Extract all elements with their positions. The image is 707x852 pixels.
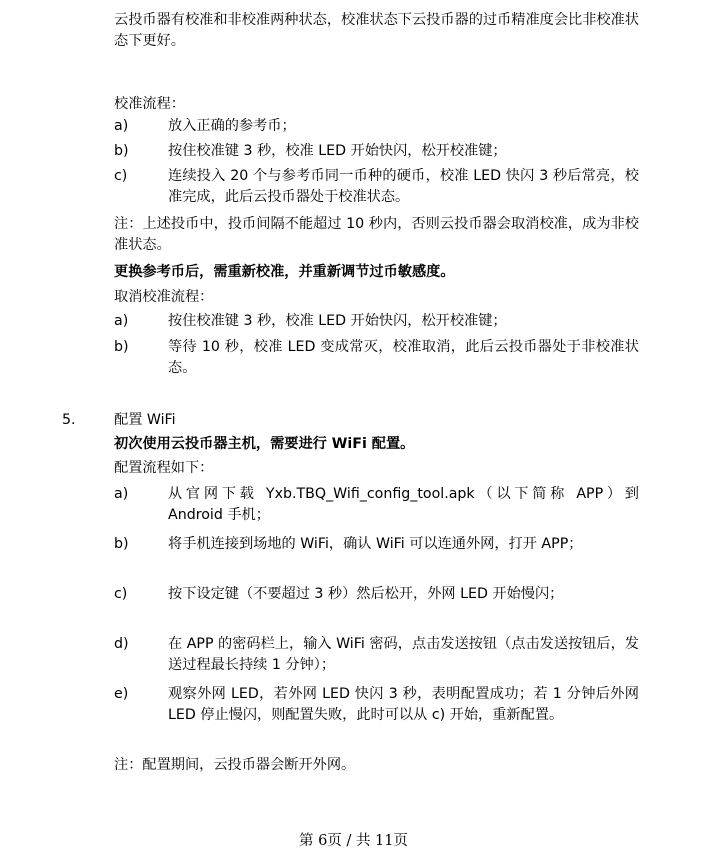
list-marker: a)	[114, 486, 129, 502]
calibration-flow-title: 校准流程：	[114, 96, 185, 112]
page-footer: 第 6页 / 共 11页	[299, 833, 408, 849]
list-marker: e)	[114, 686, 129, 702]
list-marker: b)	[114, 536, 129, 552]
calibration-bold-note: 更换参考币后，需重新校准，并重新调节过币敏感度。	[114, 264, 455, 280]
list-marker: d)	[114, 636, 129, 652]
wifi-bold-intro: 初次使用云投币器主机，需要进行 WiFi 配置。	[114, 436, 415, 452]
list-marker: a)	[114, 118, 129, 134]
list-marker: c)	[114, 586, 128, 602]
list-text: 按住校准键 3 秒，校准 LED 开始快闪，松开校准键；	[168, 143, 507, 159]
list-text: 放入正确的参考币；	[168, 118, 296, 134]
list-text: 连续投入 20 个与参考币同一币种的硬币，校准 LED 快闪 3 秒后常亮，校准完成，此后云投币器处于校准状态。	[168, 168, 639, 205]
list-text: 按住校准键 3 秒，校准 LED 开始快闪，松开校准键；	[168, 313, 507, 329]
list-marker: b)	[114, 143, 129, 159]
calibration-intro: 云投币器有校准和非校准两种状态，校准状态下云投币器的过币精准度会比非校准状态下更好。	[114, 12, 639, 49]
wifi-flow-title: 配置流程如下：	[114, 460, 214, 476]
calibration-note: 注：上述投币中，投币间隔不能超过 10 秒内，否则云投币器会取消校准，成为非校准状态。	[114, 216, 639, 253]
section-number: 5.	[62, 412, 76, 428]
list-marker: b)	[114, 339, 129, 355]
list-text: 按下设定键（不要超过 3 秒）然后松开，外网 LED 开始慢闪；	[168, 586, 564, 602]
list-text: 从官网下载 Yxb.TBQ_Wifi_config_tool.apk（以下简称 APP）到 Android 手机；	[168, 486, 639, 523]
cancel-flow-title: 取消校准流程：	[114, 289, 214, 305]
list-marker: a)	[114, 313, 129, 329]
list-text: 等待 10 秒，校准 LED 变成常灭，校准取消，此后云投币器处于非校准状态。	[168, 339, 639, 376]
list-text: 观察外网 LED，若外网 LED 快闪 3 秒，表明配置成功；若 1 分钟后外网 LED 停止慢闪，则配置失败，此时可以从 c) 开始，重新配置。	[168, 686, 639, 723]
section-title: 配置 WiFi	[114, 412, 176, 428]
list-text: 在 APP 的密码栏上，输入 WiFi 密码，点击发送按钮（点击发送按钮后，发送过程最长持续 1 分钟）；	[168, 636, 639, 673]
list-marker: c)	[114, 168, 128, 184]
list-text: 将手机连接到场地的 WiFi，确认 WiFi 可以连通外网，打开 APP；	[168, 536, 583, 552]
wifi-note: 注：配置期间，云投币器会断开外网。	[114, 757, 356, 773]
